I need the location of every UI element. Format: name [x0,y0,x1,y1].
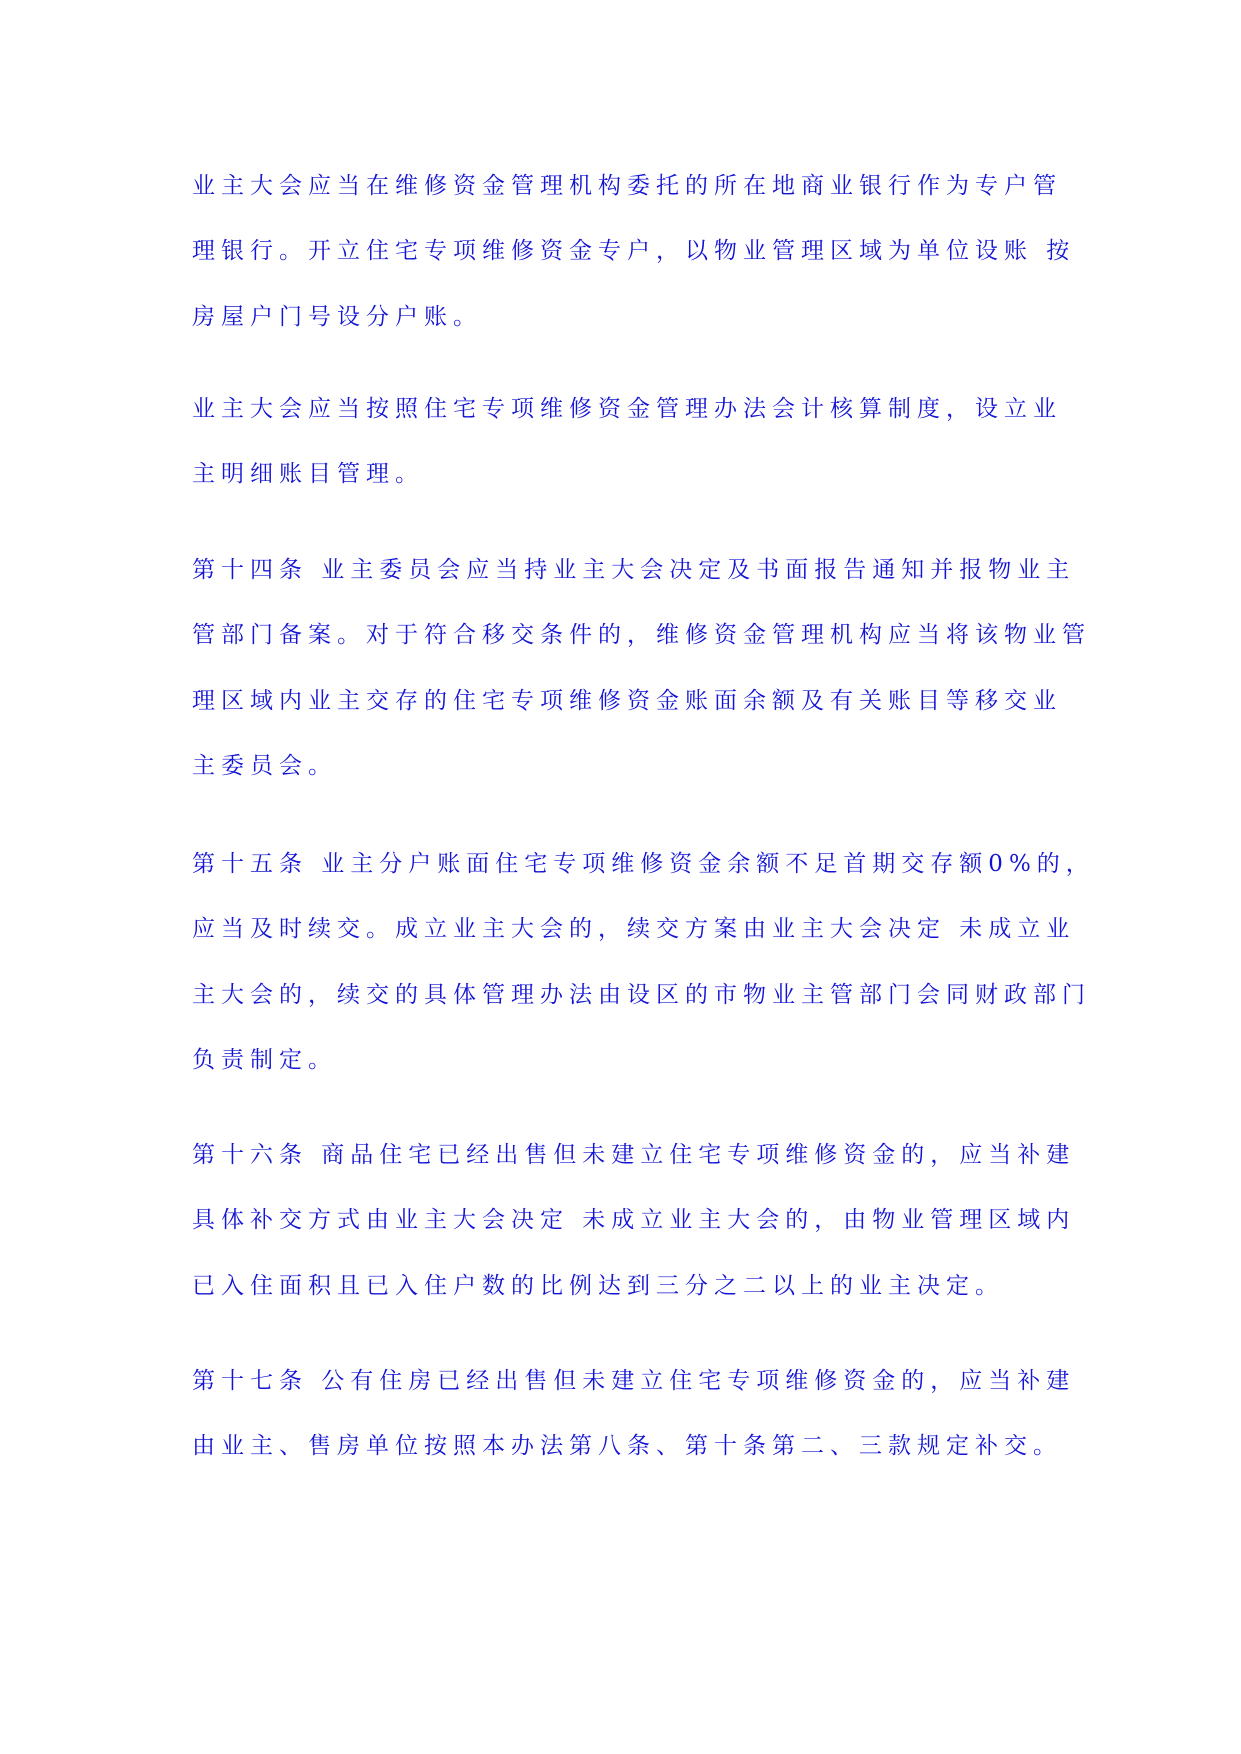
paragraph-accounting [192,377,1192,508]
text-line: 应当及时续交。成立业主大会的，续交方案由业主大会决定 未成立业 [192,916,1076,942]
text-line: 理银行。开立住宅专项维修资金专户，以物业管理区域为单位设账 按 [192,238,1076,264]
text-line: 主委员会。 [192,753,337,779]
paragraph-bank-account [192,154,1192,351]
text-line: 具体补交方式由业主大会决定 未成立业主大会的，由物业管理区域内 [192,1207,1076,1233]
text-line: 理区域内业主交存的住宅专项维修资金账面余额及有关账目等移交业 [192,687,1062,714]
text-line: 已入住面积且已入住户数的比例达到三分之二以上的业主决定。 [192,1272,1004,1299]
text-line: 第十七条 公有住房已经出售但未建立住宅专项维修资金的，应当补建 [192,1367,1076,1394]
text-line: 主明细账目管理。 [192,461,424,487]
text-line: 业主大会应当按照住宅专项维修资金管理办法会计核算制度，设立业 [192,395,1062,422]
text-line: 第十四条 业主委员会应当持业主大会决定及书面报告通知并报物业主 [192,556,1076,583]
paragraph-article-16 [192,1123,1192,1320]
paragraph-article-15 [192,832,1192,1094]
text-line: 业主大会应当在维修资金管理机构委托的所在地商业银行作为专户管 [192,172,1062,199]
text-line: 主大会的，续交的具体管理办法由设区的市物业主管部门会同财政部门 [192,981,1091,1008]
text-line: 负责制定。 [192,1047,337,1073]
text-line: 房屋户门号设分户账。 [192,303,482,330]
paragraph-article-17 [192,1349,1192,1480]
text-line: 第十六条 商品住宅已经出售但未建立住宅专项维修资金的，应当补建 [192,1141,1076,1168]
text-line: 管部门备案。对于符合移交条件的，维修资金管理机构应当将该物业管 [192,622,1091,648]
text-line: 由业主、售房单位按照本办法第八条、第十条第二、三款规定补交。 [192,1433,1062,1459]
text-line: 第十五条 业主分户账面住宅专项维修资金余额不足首期交存额0%的， [192,850,1095,877]
paragraph-article-14 [192,538,1192,800]
